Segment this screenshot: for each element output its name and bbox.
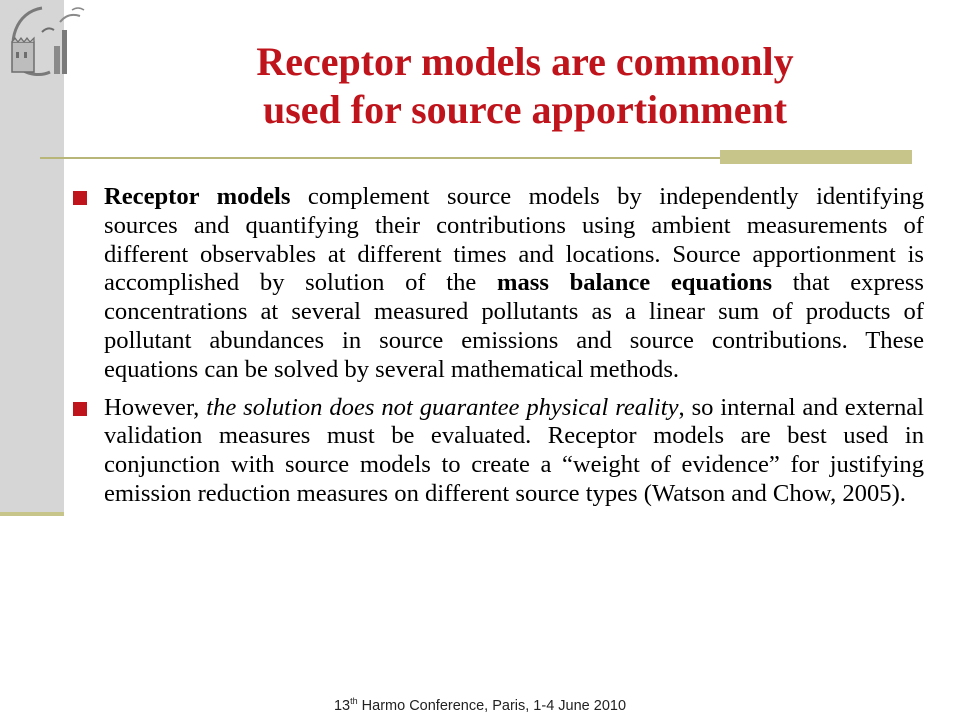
bullet-1-seg-3: mass balance equations: [496, 269, 773, 297]
slide-title-line-1: Receptor models are commonly: [256, 39, 794, 84]
footer-ordinal: th: [350, 696, 358, 706]
bullet-1-seg-1: Receptor models: [104, 183, 291, 210]
bullet-2-seg-1: However,: [104, 393, 207, 421]
square-bullet-icon: [73, 191, 87, 205]
bullet-paragraph-2: [72, 394, 924, 509]
bullet-2-seg-2: the solution does not guarantee physical reality: [206, 393, 679, 421]
bullet-2-seg-3: , so internal and external validation measures must be evaluated. Receptor models are best used in conjunction with source models to create a “weight of evidence” for justifying emission reduction measures on different source types (Watson and Chow, 2005).: [104, 393, 924, 507]
footer-text: Harmo Conference, Paris, 1-4 June 2010: [357, 697, 627, 714]
slide-footer: [0, 696, 960, 714]
slide-body: [72, 183, 924, 518]
square-bullet-icon: [73, 402, 87, 416]
title-divider-accent: [720, 150, 912, 164]
conference-logo-icon: [2, 2, 92, 78]
bullet-1-seg-4: that express concentrations at several measured pollutants as a linear sum of products of pollutant abundances in source emissions and source contributions. These equations can be solved by several mathematical methods.: [104, 269, 925, 383]
slide-title-line-2: used for source apportionment: [262, 87, 788, 132]
left-sidebar-accent: [0, 512, 64, 516]
footer-number: 13: [333, 697, 351, 714]
slide-title: [100, 38, 950, 134]
bullet-paragraph-1: [72, 183, 924, 385]
bullet-1-seg-2: complement source models by independently identifying sources and quantifying their contributions using ambient measurements of different observables at different times and locations. Source apportionment is accomplished by solution of the: [104, 183, 924, 297]
